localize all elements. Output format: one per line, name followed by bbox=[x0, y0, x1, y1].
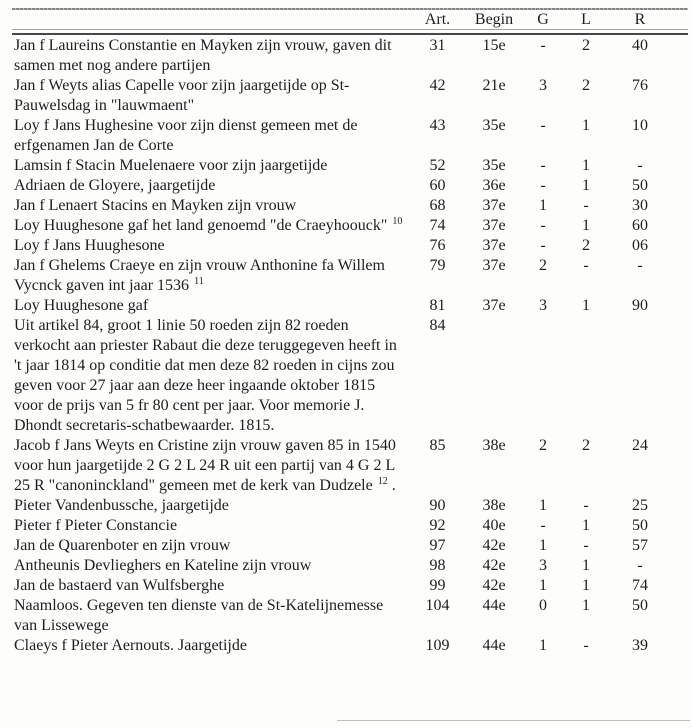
begin-value: 21e bbox=[482, 77, 506, 94]
g-value: 2 bbox=[539, 437, 547, 454]
g-value: - bbox=[540, 117, 546, 134]
table-row bbox=[0, 516, 692, 536]
l-value: 2 bbox=[582, 237, 590, 254]
entry-text: Pieter f Pieter Constancie bbox=[14, 517, 178, 534]
g-value: - bbox=[540, 157, 546, 174]
begin-value: 38e bbox=[482, 437, 506, 454]
g-value: 1 bbox=[539, 577, 547, 594]
art-value: 68 bbox=[429, 197, 446, 214]
g-value: - bbox=[540, 177, 546, 194]
l-value: - bbox=[583, 257, 589, 274]
table-row bbox=[0, 556, 692, 576]
entry-text: Loy Huughesone gaf bbox=[14, 297, 149, 314]
table-row bbox=[0, 296, 692, 316]
l-value: - bbox=[583, 497, 589, 514]
g-value: 0 bbox=[539, 597, 547, 614]
r-value: 10 bbox=[632, 117, 648, 134]
r-value: 40 bbox=[632, 37, 648, 54]
r-value: 30 bbox=[632, 197, 648, 214]
l-value: 1 bbox=[582, 157, 590, 174]
r-value: 50 bbox=[632, 177, 648, 194]
entry-text: Uit artikel 84, groot 1 linie 50 roeden zijn 82 roeden verkocht aan priester Rabaut die deze teruggegeven heeft in 't jaar 1814 op conditie dat men deze 82 roeden in cijns zou geven voor 27 jaar aan deze heer ingaande oktober 1815 voor de prijs van 5 fr 80 cent per jaar. Voor memorie J. Dhondt secretaris-schatbewaarder. 1815. bbox=[14, 317, 397, 434]
table-row bbox=[0, 36, 692, 76]
table-row bbox=[0, 236, 692, 256]
begin-value: 37e bbox=[482, 237, 506, 254]
table-row bbox=[0, 576, 692, 596]
entry-description bbox=[14, 216, 416, 236]
column-header-r: R bbox=[634, 11, 646, 28]
art-value: 92 bbox=[429, 517, 446, 534]
begin-value: 42e bbox=[482, 577, 506, 594]
entry-description bbox=[14, 76, 416, 116]
r-value: - bbox=[637, 257, 643, 274]
g-value: - bbox=[540, 37, 546, 54]
table-row bbox=[0, 496, 692, 516]
table-row bbox=[0, 216, 692, 236]
r-value: 57 bbox=[632, 537, 648, 554]
r-value: 60 bbox=[632, 217, 648, 234]
g-value: 3 bbox=[539, 77, 547, 94]
entry-description bbox=[14, 236, 416, 256]
l-value: 1 bbox=[582, 117, 590, 134]
art-value: 79 bbox=[429, 257, 446, 274]
entry-text: Jan f Lenaert Stacins en Mayken zijn vrouw bbox=[14, 197, 297, 214]
entry-text: Adriaen de Gloyere, jaargetijde bbox=[14, 177, 216, 194]
l-value: - bbox=[583, 537, 589, 554]
l-value: 1 bbox=[582, 577, 590, 594]
table-row bbox=[0, 196, 692, 216]
begin-value: 37e bbox=[482, 257, 506, 274]
entry-text: Jan de Quarenboter en zijn vrouw bbox=[14, 537, 231, 554]
l-value: 1 bbox=[582, 297, 590, 314]
begin-value: 44e bbox=[482, 597, 506, 614]
art-value: 85 bbox=[429, 437, 446, 454]
art-value: 76 bbox=[429, 237, 446, 254]
entry-description bbox=[14, 316, 416, 436]
begin-value: 36e bbox=[482, 177, 506, 194]
l-value: 1 bbox=[582, 597, 590, 614]
r-value: 50 bbox=[632, 517, 648, 534]
entry-tail: . bbox=[391, 477, 396, 494]
table-row bbox=[0, 636, 692, 656]
r-value: 90 bbox=[632, 297, 648, 314]
art-value: 43 bbox=[429, 117, 446, 134]
table-row bbox=[0, 156, 692, 176]
begin-value: 35e bbox=[482, 157, 506, 174]
column-header-art: Art. bbox=[424, 11, 451, 28]
r-value: - bbox=[637, 557, 643, 574]
footnote-reference: 12 bbox=[377, 475, 388, 487]
table-row bbox=[0, 176, 692, 196]
begin-value: 44e bbox=[482, 637, 506, 654]
g-value: 1 bbox=[539, 537, 547, 554]
entry-description bbox=[14, 36, 416, 76]
entry-description bbox=[14, 556, 416, 576]
r-value: - bbox=[637, 157, 643, 174]
table-body bbox=[0, 35, 692, 656]
art-value: 98 bbox=[429, 557, 446, 574]
entry-description bbox=[14, 256, 416, 296]
l-value: 1 bbox=[582, 177, 590, 194]
entry-text: Naamloos. Gegeven ten dienste van de St-Katelijnemesse van Lissewege bbox=[14, 597, 384, 634]
begin-value: 15e bbox=[482, 37, 506, 54]
art-value: 31 bbox=[429, 37, 446, 54]
column-header-begin: Begin bbox=[474, 11, 514, 28]
art-value: 109 bbox=[425, 637, 450, 654]
art-value: 74 bbox=[429, 217, 446, 234]
art-value: 97 bbox=[429, 537, 446, 554]
art-value: 81 bbox=[429, 297, 446, 314]
art-value: 90 bbox=[429, 497, 446, 514]
r-value: 25 bbox=[632, 497, 648, 514]
entry-text: Jan f Ghelems Craeye en zijn vrouw Anthonine fa Willem Vycnck gaven int jaar 1536 bbox=[14, 257, 385, 294]
l-value: - bbox=[583, 197, 589, 214]
begin-value: 42e bbox=[482, 557, 506, 574]
entry-text: Jan de bastaerd van Wulfsberghe bbox=[14, 577, 225, 594]
entry-text: Jacob f Jans Weyts en Cristine zijn vrouw gaven 85 in 1540 voor hun jaargetijde 2 G 2 L 24 R uit een partij van 4 G 2 L 25 R "canoninckland" gemeen met de kerk van Dudzele bbox=[14, 437, 396, 494]
entry-description bbox=[14, 636, 416, 656]
r-value: 39 bbox=[632, 637, 648, 654]
entry-description bbox=[14, 536, 416, 556]
g-value: 2 bbox=[539, 257, 547, 274]
g-value: 3 bbox=[539, 297, 547, 314]
begin-value: 37e bbox=[482, 297, 506, 314]
l-value: 1 bbox=[582, 217, 590, 234]
entry-text: Jan f Weyts alias Capelle voor zijn jaargetijde op St-Pauwelsdag in "lauwmaent" bbox=[14, 77, 350, 114]
art-value: 84 bbox=[429, 317, 446, 334]
table-row bbox=[0, 116, 692, 156]
art-value: 42 bbox=[429, 77, 446, 94]
art-value: 60 bbox=[429, 177, 446, 194]
art-value: 104 bbox=[425, 597, 450, 614]
r-value: 76 bbox=[632, 77, 648, 94]
table-row bbox=[0, 256, 692, 296]
entry-description bbox=[14, 516, 416, 536]
l-value: 1 bbox=[582, 517, 590, 534]
g-value: 1 bbox=[539, 497, 547, 514]
entry-text: Loy f Jans Hughesine voor zijn dienst gemeen met de erfgenamen Jan de Corte bbox=[14, 117, 358, 154]
g-value: 1 bbox=[539, 637, 547, 654]
entry-text: Antheunis Devlieghers en Kateline zijn vrouw bbox=[14, 557, 312, 574]
entry-text: Claeys f Pieter Aernouts. Jaargetijde bbox=[14, 637, 247, 654]
g-value: - bbox=[540, 217, 546, 234]
column-header-g: G bbox=[537, 11, 549, 28]
table-row bbox=[0, 596, 692, 636]
g-value: 1 bbox=[539, 197, 547, 214]
begin-value: 35e bbox=[482, 117, 506, 134]
entry-description bbox=[14, 576, 416, 596]
entry-description bbox=[14, 496, 416, 516]
entry-text: Jan f Laureins Constantie en Mayken zijn vrouw, gaven dit samen met nog andere partijen bbox=[14, 37, 392, 74]
begin-value: 38e bbox=[482, 497, 506, 514]
entry-text: Pieter Vandenbussche, jaargetijde bbox=[14, 497, 229, 514]
begin-value: 37e bbox=[482, 197, 506, 214]
l-value: 2 bbox=[582, 37, 590, 54]
l-value: 1 bbox=[582, 557, 590, 574]
entry-description bbox=[14, 156, 416, 176]
art-value: 52 bbox=[429, 157, 446, 174]
table-row bbox=[0, 436, 692, 496]
r-value: 06 bbox=[632, 237, 648, 254]
r-value: 24 bbox=[632, 437, 648, 454]
l-value: 2 bbox=[582, 437, 590, 454]
entry-description bbox=[14, 196, 416, 216]
entry-text: Lamsin f Stacin Muelenaere voor zijn jaargetijde bbox=[14, 157, 328, 174]
begin-value: 40e bbox=[482, 517, 506, 534]
table-bottom-rule bbox=[337, 720, 690, 721]
table-row bbox=[0, 536, 692, 556]
entry-description bbox=[14, 436, 416, 496]
table-row bbox=[0, 76, 692, 116]
g-value: - bbox=[540, 237, 546, 254]
l-value: 2 bbox=[582, 77, 590, 94]
table-row bbox=[0, 316, 692, 436]
column-header-l: L bbox=[581, 11, 591, 28]
entry-description bbox=[14, 596, 416, 636]
g-value: 3 bbox=[539, 557, 547, 574]
r-value: 50 bbox=[632, 597, 648, 614]
r-value: 74 bbox=[632, 577, 648, 594]
entry-description bbox=[14, 176, 416, 196]
table-header-row bbox=[0, 10, 692, 29]
entry-text: Loy Huughesone gaf het land genoemd "de Craeyhoouck" bbox=[14, 217, 388, 234]
begin-value: 37e bbox=[482, 217, 506, 234]
footnote-reference: 11 bbox=[194, 275, 204, 287]
art-value: 99 bbox=[429, 577, 446, 594]
footnote-reference: 10 bbox=[392, 215, 403, 227]
l-value: - bbox=[583, 637, 589, 654]
begin-value: 42e bbox=[482, 537, 506, 554]
entry-description bbox=[14, 116, 416, 156]
entry-text: Loy f Jans Huughesone bbox=[14, 237, 165, 254]
entry-description bbox=[14, 296, 416, 316]
g-value: - bbox=[540, 517, 546, 534]
